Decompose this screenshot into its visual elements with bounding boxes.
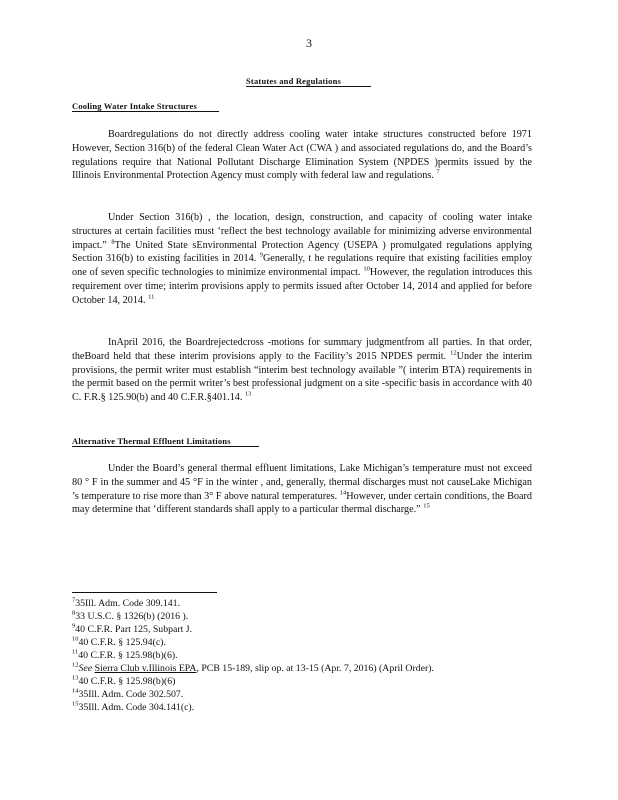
footnote-number: 10 — [72, 635, 79, 643]
paragraph-1-text: Boardregulations do not directly address cooling water intake structures constructed before 1971 However, Section 316(b) of the federal Clean Water Act (CWA ) and associated regulations do, and the Board’s regulations require that National Pollutant Discharge Elimination System (NPDES )permits issued by the Illinois Environmental Protection Agency must comply with federal law and regulations. — [72, 129, 532, 182]
paragraph-3-text-2: Under the interim provisions, the permit writer must establish “interim best technology available ”( interim BTA) requirements in the permit based on the permit writer’s best professional judgment on a site -specific basis in accordance with 40 C. F.R.§ 125.90(b) and 40 C.F.R.§401.14. — [72, 350, 533, 404]
footnote-number: 14 — [72, 687, 79, 695]
footnote-14 — [72, 688, 542, 701]
footnote-ref-8[interactable]: 8 — [111, 238, 115, 246]
paragraph-2-text-1: Under Section 316(b) , the location, design, construction, and capacity of cooling water intake structures at certain facilities must ‘reflect the best technology available for minimizing adverse environmental impact.” — [72, 212, 532, 251]
footnote-7 — [72, 597, 542, 610]
subsection-heading-thermal-text: Alternative Thermal Effluent Limitations — [72, 436, 259, 447]
subsection-heading-cooling — [72, 101, 219, 112]
footnote-12 — [72, 662, 542, 675]
page-number: 3 — [306, 36, 312, 50]
footnote-text: 35Ill. Adm. Code 304.141(c). — [78, 702, 195, 713]
footnote-number: 13 — [72, 674, 79, 682]
footnote-ref-15[interactable]: 15 — [423, 503, 430, 510]
paragraph-4 — [72, 462, 532, 517]
footnote-separator — [72, 592, 217, 593]
footnote-ref-10[interactable]: 10 — [363, 265, 370, 273]
section-heading-text: Statutes and Regulations — [246, 76, 371, 87]
footnote-case-name: Sierra Club v.Illinois EPA — [94, 663, 197, 674]
footnote-13 — [72, 675, 542, 688]
subsection-heading-thermal — [72, 436, 259, 447]
footnote-number: 12 — [72, 661, 79, 669]
paragraph-2-text-4: However, the regulation introduces this requirement over time; interim provisions apply to permits issued after October 14, 2014 and applied for before October 14, 2014. — [72, 267, 533, 306]
footnote-ref-7[interactable]: 7 — [436, 169, 440, 176]
footnote-text: 40 C.F.R. Part 125, Subpart J. — [75, 624, 193, 635]
footnote-number: 8 — [72, 609, 76, 617]
paragraph-2-text-3: Generally, t he regulations require that existing facilities employ one of seven specific technologies to minimize environmental impact. — [72, 253, 533, 279]
footnote-number: 15 — [72, 700, 79, 708]
footnote-ref-9[interactable]: 9 — [259, 252, 263, 259]
footnote-ref-12[interactable]: 12 — [450, 349, 457, 357]
footnote-ref-13[interactable]: 13 — [244, 390, 252, 398]
section-heading — [246, 76, 371, 87]
footnote-9 — [72, 623, 542, 636]
footnote-ref-14[interactable]: 14 — [339, 489, 347, 497]
footnote-number: 11 — [72, 648, 79, 656]
paragraph-4-text-1: Under the Board’s general thermal effluent limitations, Lake Michigan’s temperature must not exceed 80 ° F in the summer and 45 °F in the winter , and, generally, thermal discharges must not causeLake Michigan ’s temperature to rise more than 3° F above natural temperatures. — [72, 463, 532, 502]
footnote-signal: See — [78, 663, 93, 674]
footnote-11 — [72, 649, 542, 662]
paragraph-1 — [72, 128, 532, 183]
paragraph-3 — [72, 336, 532, 405]
footnote-text: 40 C.F.R. § 125.98(b)(6) — [78, 676, 176, 687]
footnote-number: 7 — [72, 596, 76, 604]
paragraph-2-text-2: The United State sEnvironmental Protection Agency (USEPA ) promulgated regulations applying Section 316(b) to existing facilities in 2014. — [72, 239, 533, 265]
paragraph-3-text-1: InApril 2016, the Boardrejectedcross -motions for summary judgmentfrom all parties. In that order, theBoard held that these interim provisions apply to the Facility’s 2015 NPDES permit. — [72, 337, 532, 362]
footnote-15 — [72, 701, 542, 714]
subsection-heading-cooling-text: Cooling Water Intake Structures — [72, 101, 219, 112]
footnote-8 — [72, 610, 542, 623]
footnote-text: 33 U.S.C. § 1326(b) (2016 ). — [75, 611, 189, 622]
footnote-text: 40 C.F.R. § 125.98(b)(6). — [78, 650, 178, 661]
footnote-ref-11[interactable]: 11 — [148, 293, 155, 301]
footnote-number: 9 — [72, 622, 76, 630]
footnote-text: 40 C.F.R. § 125.94(c). — [78, 637, 166, 648]
paragraph-2 — [72, 211, 532, 308]
footnote-text: , PCB 15-189, slip op. at 13-15 (Apr. 7, 2016) (April Order). — [196, 663, 434, 674]
footnotes — [72, 597, 542, 714]
footnote-text: 35Ill. Adm. Code 302.507. — [78, 689, 184, 700]
paragraph-4-text-2: However, under certain conditions, the Board may determine that ‘different standards shall apply to a particular thermal discharge.” — [72, 490, 532, 516]
footnote-10 — [72, 636, 542, 649]
footnote-text: 35Ill. Adm. Code 309.141. — [75, 598, 181, 609]
